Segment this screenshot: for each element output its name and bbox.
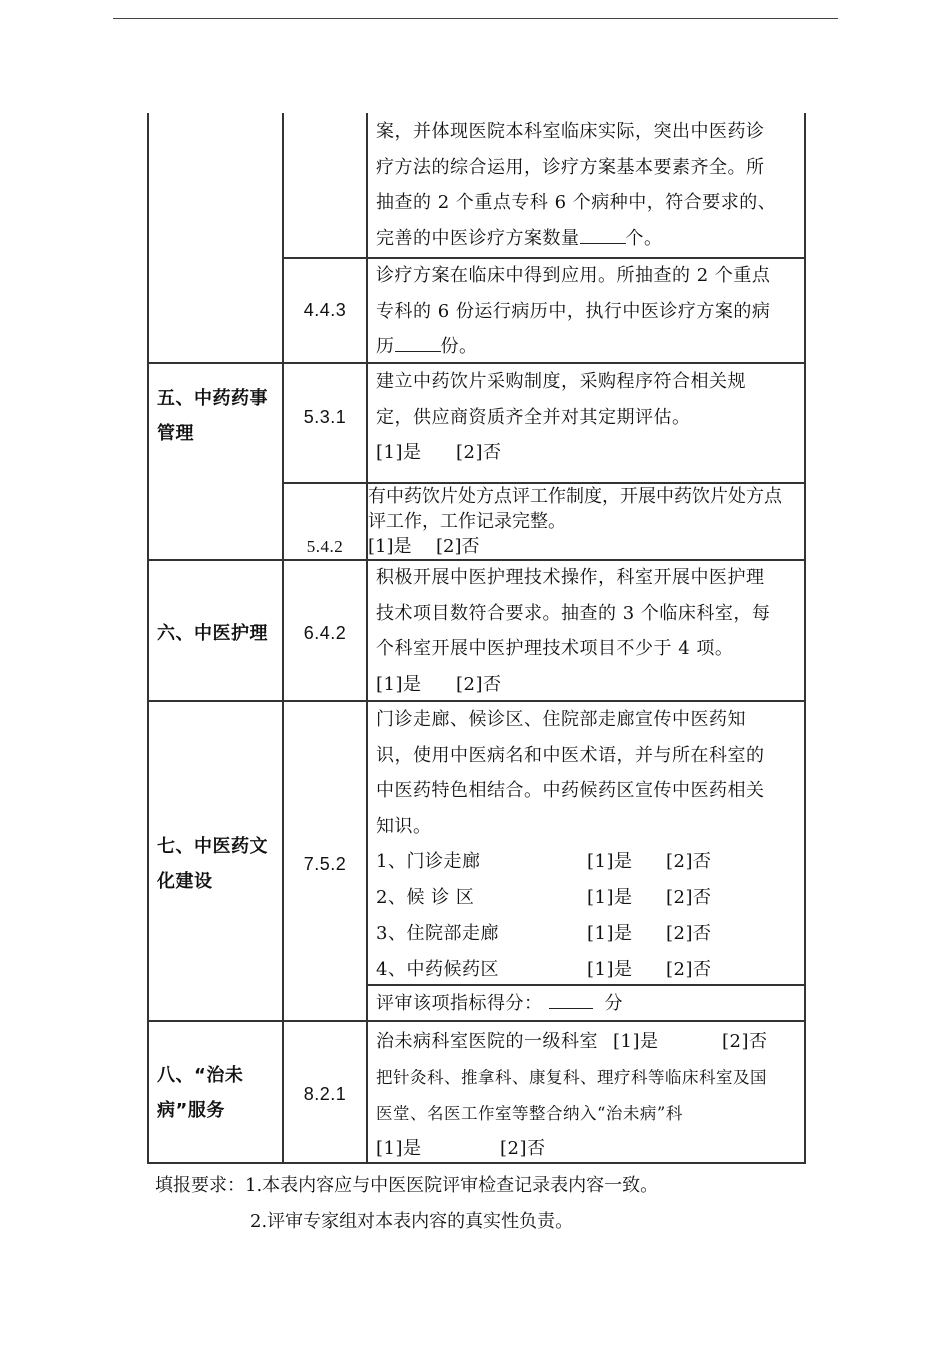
category-line: 七、中医药文 bbox=[157, 836, 268, 857]
category-line: 八、“治未 bbox=[157, 1065, 244, 1086]
option-no[interactable]: [2]否 bbox=[666, 923, 712, 944]
option-no[interactable]: [2]否 bbox=[722, 1031, 768, 1052]
criteria-line: 案，并体现医院本科室临床实际，突出中医药诊 bbox=[376, 121, 765, 142]
item-code: 4.4.3 bbox=[303, 300, 347, 320]
criteria-cell-5-3-1 bbox=[376, 364, 746, 471]
instruction-line: 填报要求：1.本表内容应与中医医院评审检查记录表内容一致。 bbox=[155, 1175, 659, 1196]
criteria-line: 门诊走廊、候诊区、住院部走廊宣传中医药知 bbox=[376, 709, 746, 730]
first-level-dept-options bbox=[376, 1024, 767, 1060]
instruction-line: 2.评审专家组对本表内容的真实性负责。 bbox=[250, 1211, 574, 1232]
option-yes[interactable]: [1]是 bbox=[613, 1031, 659, 1052]
table-border-right bbox=[804, 113, 806, 1164]
location-item bbox=[376, 844, 765, 880]
item-code: 5.3.1 bbox=[303, 407, 347, 427]
option-no[interactable]: [2]否 bbox=[456, 673, 502, 695]
criteria-line: 评工作，工作记录完整。 bbox=[368, 511, 566, 532]
option-no[interactable]: [2]否 bbox=[436, 536, 480, 557]
criteria-suffix: 个。 bbox=[625, 227, 663, 249]
category-line: 病”服务 bbox=[157, 1100, 225, 1121]
fill-blank[interactable] bbox=[395, 329, 441, 352]
criteria-line: 专科的 6 份运行病历中，执行中医诊疗方案的病 bbox=[376, 300, 771, 322]
option-yes[interactable]: [1]是 bbox=[376, 1138, 422, 1159]
criteria-line bbox=[376, 329, 770, 365]
item-code: 7.5.2 bbox=[303, 854, 347, 874]
table-border-left bbox=[147, 113, 149, 1164]
option-yes[interactable]: [1]是 bbox=[368, 536, 412, 557]
criteria-text: 治未病科室医院的一级科室 bbox=[376, 1031, 598, 1052]
location-label: 1、门诊走廊 bbox=[376, 851, 481, 872]
yes-no-options bbox=[376, 1131, 767, 1167]
criteria-line: 抽查的 2 个重点专科 6 个病种中，符合要求的、 bbox=[376, 192, 777, 213]
score-unit: 分 bbox=[604, 993, 623, 1014]
option-yes[interactable]: [1]是 bbox=[587, 851, 633, 872]
criteria-cell-8-2-1 bbox=[376, 1024, 767, 1167]
option-no[interactable]: [2]否 bbox=[666, 887, 712, 908]
yes-no-options bbox=[368, 534, 782, 559]
criteria-line: 医堂、名医工作室等整合纳入“治未病”科 bbox=[376, 1103, 683, 1123]
yes-no-options bbox=[376, 667, 770, 703]
option-yes[interactable]: [1]是 bbox=[376, 442, 422, 463]
yes-no-options bbox=[376, 435, 746, 471]
criteria-line: 把针灸科、推拿科、康复科、理疗科等临床科室及国 bbox=[376, 1068, 767, 1087]
item-code: 8.2.1 bbox=[303, 1084, 347, 1104]
option-yes[interactable]: [1]是 bbox=[587, 923, 633, 944]
score-row bbox=[376, 986, 623, 1022]
criteria-suffix: 份。 bbox=[440, 336, 478, 357]
option-yes[interactable]: [1]是 bbox=[587, 887, 633, 908]
criteria-cell-6-4-2 bbox=[376, 560, 770, 703]
criteria-line: 识，使用中医病名和中医术语，并与所在科室的 bbox=[376, 744, 765, 766]
criteria-line: 定，供应商资质齐全并对其定期评估。 bbox=[376, 406, 691, 428]
category-cell bbox=[157, 829, 268, 899]
category-cell bbox=[157, 381, 268, 451]
criteria-cell-7-5-2 bbox=[376, 702, 765, 988]
category-cell bbox=[157, 616, 268, 651]
item-code: 5.4.2 bbox=[306, 537, 344, 556]
category-cell bbox=[157, 1058, 243, 1128]
criteria-line: 建立中药饮片采购制度，采购程序符合相关规 bbox=[376, 371, 746, 392]
location-label: 2、候 诊 区 bbox=[376, 887, 475, 908]
evaluation-table bbox=[147, 113, 805, 1164]
fill-instructions bbox=[155, 1168, 658, 1240]
option-yes[interactable]: [1]是 bbox=[376, 673, 422, 695]
category-line: 六、中医护理 bbox=[157, 623, 268, 644]
option-no[interactable]: [2]否 bbox=[666, 959, 712, 980]
category-line: 化建设 bbox=[157, 871, 213, 892]
criteria-text: 完善的中医诊疗方案数量 bbox=[376, 227, 580, 249]
criteria-line: 诊疗方案在临床中得到应用。所抽查的 2 个重点 bbox=[376, 265, 771, 286]
location-item bbox=[376, 916, 765, 952]
criteria-line bbox=[376, 221, 776, 257]
criteria-line: 知识。 bbox=[376, 815, 432, 837]
criteria-line: 积极开展中医护理技术操作，科室开展中医护理 bbox=[376, 567, 765, 588]
criteria-line: 技术项目数符合要求。抽查的 3 个临床科室，每 bbox=[376, 602, 771, 624]
option-no[interactable]: [2]否 bbox=[456, 442, 502, 463]
criteria-line: 中医药特色相结合。中药候药区宣传中医药相关 bbox=[376, 780, 765, 801]
criteria-line: 个科室开展中医护理技术项目不少于 4 项。 bbox=[376, 638, 734, 659]
criteria-line: 有中药饮片处方点评工作制度，开展中药饮片处方点 bbox=[368, 486, 782, 507]
criteria-cell-5-4-2 bbox=[368, 484, 782, 559]
option-yes[interactable]: [1]是 bbox=[587, 959, 633, 980]
score-blank[interactable] bbox=[549, 986, 593, 1009]
criteria-cell-4-4-2 bbox=[376, 114, 776, 256]
score-label: 评审该项指标得分： bbox=[376, 993, 543, 1014]
category-line: 管理 bbox=[157, 423, 194, 444]
criteria-line: 疗方法的综合运用，诊疗方案基本要素齐全。所 bbox=[376, 156, 765, 178]
location-label: 3、住院部走廊 bbox=[376, 923, 499, 944]
item-code: 6.4.2 bbox=[303, 623, 347, 643]
criteria-cell-4-4-3 bbox=[376, 258, 770, 365]
header-rule bbox=[113, 18, 838, 19]
location-label: 4、中药候药区 bbox=[376, 959, 499, 980]
location-item bbox=[376, 880, 765, 916]
criteria-text: 历 bbox=[376, 336, 395, 357]
location-item bbox=[376, 952, 765, 988]
fill-blank[interactable] bbox=[580, 221, 626, 244]
category-line: 五、中药药事 bbox=[157, 388, 268, 409]
option-no[interactable]: [2]否 bbox=[666, 851, 712, 872]
option-no[interactable]: [2]否 bbox=[500, 1138, 546, 1159]
